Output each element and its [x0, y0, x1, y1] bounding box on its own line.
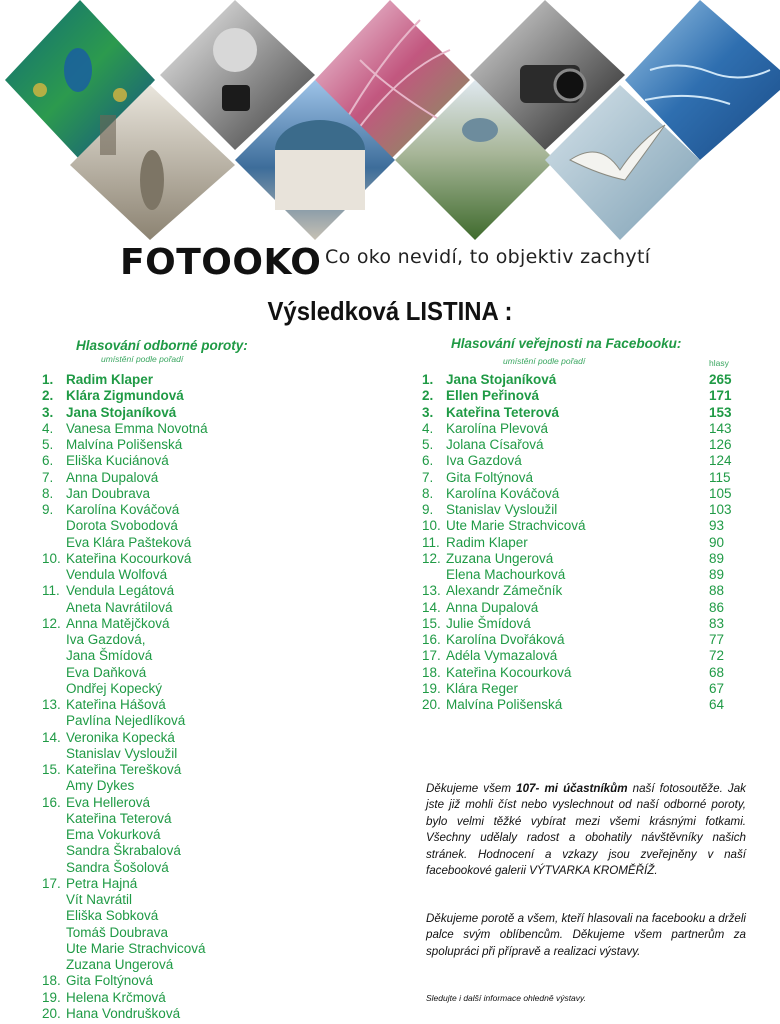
contestant-name: Stanislav Vysloužil — [66, 745, 178, 761]
vote-count: 126 — [709, 437, 732, 452]
contestant-name: Pavlína Nejedlíková — [66, 713, 186, 729]
contestant-name: Jan Doubrava — [66, 485, 151, 501]
list-item — [42, 908, 208, 924]
vote-count: 105 — [709, 485, 732, 501]
contestant-name: Eva Klára Pašteková — [66, 534, 192, 550]
list-item — [422, 388, 732, 404]
contestant-name: Elena Machourková — [446, 567, 566, 582]
rank-number: 2. — [42, 388, 54, 404]
list-item — [422, 404, 732, 421]
contestant-name: Vanesa Emma Novotná — [66, 420, 208, 436]
contestant-name: Vendula Wolfová — [66, 567, 168, 582]
list-item — [422, 648, 725, 664]
tagline: Co oko nevidí, to objektiv zachytí — [325, 246, 651, 268]
contestant-name: Ellen Peřinová — [446, 388, 540, 404]
list-item — [42, 957, 208, 973]
vote-count: 89 — [709, 567, 725, 582]
contestant-name: Karolína Kováčová — [66, 502, 180, 517]
contestant-name: Ondřej Kopecký — [66, 680, 163, 696]
list-item — [42, 860, 208, 876]
rank-number: 9. — [42, 502, 54, 517]
rank-number: 4. — [42, 420, 54, 436]
vote-count: 90 — [709, 534, 725, 550]
contestant-name: Stanislav Vysloužil — [446, 502, 558, 517]
contestant-name: Anna Dupalová — [66, 469, 159, 485]
rank-number: 13. — [42, 697, 61, 712]
contestant-name: Julie Šmídová — [446, 615, 531, 631]
contestant-name: Jana Stojaníková — [446, 372, 557, 387]
rank-number: 15. — [422, 615, 441, 631]
list-item — [42, 973, 208, 989]
rank-number: 6. — [422, 453, 434, 469]
vote-count: 153 — [709, 404, 732, 420]
list-item — [42, 1006, 208, 1022]
jury-heading: Hlasování odborné poroty: — [76, 338, 248, 353]
contestant-name: Sandra Škrabalová — [66, 843, 181, 859]
rank-number: 14. — [422, 599, 441, 615]
contestant-name: Alexandr Zámečník — [446, 583, 563, 599]
contestant-name: Vít Navrátil — [66, 892, 133, 907]
list-item — [42, 405, 208, 421]
contestant-name: Zuzana Ungerová — [66, 957, 174, 972]
contestant-name: Kateřina Teterová — [66, 810, 172, 826]
rank-number: 17. — [42, 875, 61, 891]
contestant-name: Gita Foltýnová — [66, 973, 154, 989]
contestant-name: Jolana Císařová — [446, 437, 544, 452]
thanks-body: naší fotosoutěže. Jak jste již mohli číst nebo vyslechnout od naší odborné poroty, bylo velmi těžké vybírat mezi všemi krásnými fotkami. Všechny udělaly radost a obohatily návštěvníky našich stránek. Hodnocení a vzkazy jsou zveřejněny v naší facebookové galerii VÝTVARKA KROMĚŘÍŽ. — [426, 782, 746, 878]
contestant-name: Ute Marie Strachvicová — [66, 940, 206, 956]
rank-number: 14. — [42, 729, 61, 745]
brand-title: FOTOOKO — [120, 242, 322, 283]
contestant-name: Karolína Plevová — [446, 420, 549, 436]
list-item — [42, 583, 208, 599]
contestant-name: Kateřina Teterová — [446, 404, 560, 420]
rank-number: 19. — [42, 989, 61, 1005]
contestant-name: Klára Reger — [446, 680, 519, 696]
jury-results-list — [42, 372, 208, 1022]
contestant-name: Eva Daňková — [66, 664, 147, 680]
contestant-name: Helena Krčmová — [66, 989, 166, 1005]
rank-number: 11. — [42, 583, 60, 599]
contestant-name: Hana Vondrušková — [66, 1005, 181, 1021]
list-item — [42, 827, 208, 843]
list-item — [422, 550, 725, 567]
list-item — [42, 730, 208, 746]
list-item — [42, 470, 208, 486]
contestant-name: Radim Klaper — [66, 372, 154, 387]
list-item — [422, 372, 732, 388]
rank-number: 19. — [422, 680, 441, 696]
rank-number: 3. — [422, 404, 434, 420]
list-item — [42, 535, 208, 551]
contestant-name: Aneta Navrátilová — [66, 599, 173, 615]
rank-number: 8. — [422, 485, 434, 501]
vote-count: 89 — [709, 550, 725, 566]
list-item — [42, 600, 208, 616]
list-item — [422, 680, 725, 697]
list-item — [42, 681, 208, 697]
list-item — [42, 778, 208, 794]
list-item — [42, 421, 208, 437]
list-item — [422, 664, 725, 681]
vote-count: 88 — [709, 583, 725, 599]
vote-count: 86 — [709, 599, 725, 615]
contestant-name: Adéla Vymazalová — [446, 648, 558, 664]
contestant-name: Kateřina Hášová — [66, 697, 166, 712]
list-item — [422, 615, 725, 632]
vote-count: 124 — [709, 453, 732, 469]
list-item — [42, 713, 208, 729]
list-item — [42, 502, 208, 518]
contestant-name: Malvína Polišenská — [66, 437, 183, 452]
rank-number: 7. — [422, 469, 434, 485]
rank-number: 17. — [422, 648, 441, 664]
list-item — [42, 388, 208, 404]
rank-number: 8. — [42, 485, 54, 501]
photo-banner — [0, 0, 780, 240]
contestant-name: Kateřina Kocourková — [66, 550, 192, 566]
contestant-name: Jana Stojaníková — [66, 404, 177, 420]
contestant-name: Jana Šmídová — [66, 648, 153, 664]
contestant-name: Gita Foltýnová — [446, 469, 534, 485]
rank-number: 4. — [422, 420, 434, 436]
contestant-name: Karolína Kováčová — [446, 485, 560, 501]
list-item — [42, 648, 208, 664]
contestant-name: Ute Marie Strachvicová — [446, 518, 586, 534]
thanks-paragraph — [426, 781, 746, 879]
list-item — [422, 567, 725, 583]
rank-number: 20. — [422, 697, 441, 712]
rank-number: 11. — [422, 534, 440, 550]
contestant-name: Petra Hajná — [66, 875, 138, 891]
list-item — [422, 502, 732, 518]
list-item — [422, 420, 732, 437]
contestant-name: Vendula Legátová — [66, 583, 175, 599]
contestant-name: Kateřina Terešková — [66, 762, 182, 777]
list-item — [42, 941, 208, 957]
public-results-list — [422, 372, 732, 713]
contestant-name: Veronika Kopecká — [66, 729, 175, 745]
list-item — [42, 843, 208, 859]
list-item — [422, 469, 731, 486]
list-item — [42, 811, 208, 827]
contestant-name: Ema Vokurková — [66, 827, 161, 842]
list-item — [422, 599, 725, 616]
thanks-jury-paragraph: Děkujeme porotě a všem, kteří hlasovali na facebooku a drželi palce svým oblíbencům. Děkujeme všem partnerům za spolupráci při přípravě a realizaci výstavy. — [426, 912, 746, 958]
list-item — [42, 567, 208, 583]
participants-count: 107- mi účastníkům — [516, 782, 628, 795]
public-heading: Hlasování veřejnosti na Facebooku: — [451, 336, 682, 351]
list-item — [42, 632, 208, 648]
list-item — [422, 437, 732, 453]
vote-count: 115 — [709, 469, 731, 485]
list-item — [42, 518, 208, 534]
list-item — [42, 746, 208, 762]
rank-number: 20. — [42, 1005, 61, 1021]
list-item — [42, 876, 208, 892]
list-item — [422, 518, 725, 534]
vote-count: 265 — [709, 372, 732, 387]
contestant-name: Karolína Dvořáková — [446, 632, 565, 647]
rank-number: 18. — [422, 664, 441, 680]
rank-number: 16. — [422, 632, 441, 647]
vote-count: 103 — [709, 502, 732, 517]
rank-number: 5. — [42, 437, 54, 452]
rank-number: 12. — [422, 550, 441, 566]
jury-subheading: umístění podle pořadí — [101, 354, 184, 364]
rank-number: 10. — [42, 550, 61, 566]
list-item — [42, 437, 208, 453]
vote-count: 68 — [709, 664, 725, 680]
rank-number: 13. — [422, 583, 441, 599]
list-item — [42, 892, 208, 908]
votes-header: hlasy — [709, 358, 729, 368]
rank-number: 3. — [42, 404, 54, 420]
list-item — [42, 616, 208, 632]
contestant-name: Anna Dupalová — [446, 599, 539, 615]
vote-count: 93 — [709, 518, 725, 534]
vote-count: 171 — [709, 388, 732, 404]
rank-number: 1. — [42, 372, 54, 387]
list-item — [42, 453, 208, 469]
rank-number: 2. — [422, 388, 434, 404]
contestant-name: Malvína Polišenská — [446, 697, 563, 712]
list-item — [422, 453, 732, 469]
rank-number: 1. — [422, 372, 434, 387]
contestant-name: Dorota Svobodová — [66, 518, 178, 534]
rank-number: 16. — [42, 794, 61, 810]
list-item — [42, 990, 208, 1006]
contestant-name: Sandra Šošolová — [66, 859, 169, 875]
page-title: Výsledková LISTINA : — [267, 296, 513, 326]
list-item — [42, 762, 208, 778]
contestant-name: Eva Hellerová — [66, 794, 151, 810]
contestant-name: Tomáš Doubrava — [66, 924, 169, 940]
list-item — [42, 486, 208, 502]
contestant-name: Amy Dykes — [66, 778, 135, 794]
vote-count: 64 — [709, 697, 725, 712]
contestant-name: Eliška Sobková — [66, 908, 159, 924]
rank-number: 10. — [422, 518, 441, 534]
vote-count: 72 — [709, 648, 725, 664]
list-item — [422, 697, 725, 713]
rank-number: 18. — [42, 973, 61, 989]
rank-number: 12. — [42, 615, 61, 631]
contestant-name: Radim Klaper — [446, 534, 528, 550]
list-item — [42, 665, 208, 681]
rank-number: 5. — [422, 437, 434, 452]
vote-count: 67 — [709, 680, 725, 696]
list-item — [422, 632, 725, 648]
thanks-intro: Děkujeme všem — [426, 782, 517, 795]
footnote: Sledujte i další informace ohledně výstavy. — [426, 993, 587, 1003]
vote-count: 77 — [709, 632, 725, 647]
contestant-name: Zuzana Ungerová — [446, 550, 554, 566]
rank-number: 9. — [422, 502, 434, 517]
contestant-name: Eliška Kuciánová — [66, 453, 169, 469]
list-item — [42, 697, 208, 713]
vote-count: 83 — [709, 615, 725, 631]
list-item — [422, 534, 725, 551]
list-item — [422, 583, 725, 599]
rank-number: 15. — [42, 762, 61, 777]
contestant-name: Klára Zigmundová — [66, 388, 184, 404]
list-item — [42, 551, 208, 567]
vote-count: 143 — [709, 420, 732, 436]
rank-number: 6. — [42, 453, 54, 469]
contestant-name: Anna Matějčková — [66, 615, 170, 631]
contestant-name: Kateřina Kocourková — [446, 664, 572, 680]
public-subheading: umístění podle pořadí — [503, 356, 586, 366]
rank-number: 7. — [42, 469, 54, 485]
contestant-name: Iva Gazdová — [446, 453, 522, 469]
list-item — [42, 372, 208, 388]
list-item — [422, 485, 732, 502]
contestant-name: Iva Gazdová, — [66, 632, 146, 647]
list-item — [42, 925, 208, 941]
list-item — [42, 795, 208, 811]
